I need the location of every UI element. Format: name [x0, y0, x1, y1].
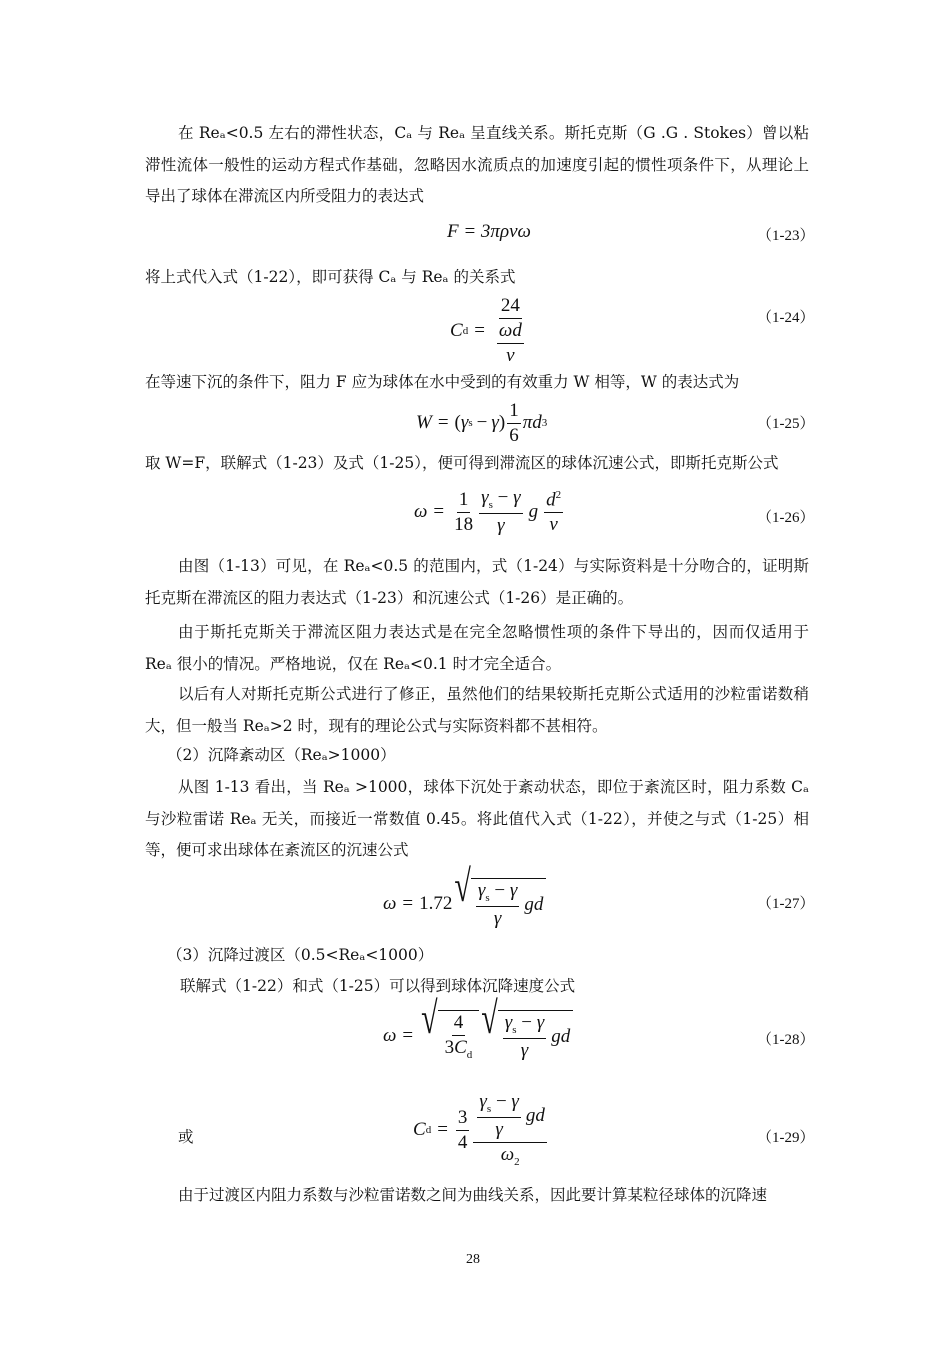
or-label: 或 — [178, 1128, 194, 1146]
equation-1-28: ω = √ $\frac{4}{3C_d}$ √ $\frac{\gamma_s - \gamma}{\gamma}$ gd — [383, 1010, 573, 1061]
equation-number-1-28: （1-28） — [757, 1032, 815, 1048]
equation-1-23-body: F = 3πρνω — [447, 221, 531, 242]
equation-1-27: ω = 1.72 √ $\frac{\gamma_s - \gamma}{\gamma}$ gd — [383, 878, 546, 929]
paragraph-5: 由图（1-13）可见，在 Reₐ<0.5 的范围内，式（1-24）与实际资料是十分吻合的，证明斯托克斯在滞流区的阻力表达式（1-23）和沉速公式（1-26）是正确的。 — [145, 557, 809, 607]
equation-1-25: W = ( γ s − γ ) $\frac{1}{6}$ πd 3 — [416, 400, 548, 446]
paragraph-7: 以后有人对斯托克斯公式进行了修正，虽然他们的结果较斯托克斯公式适用的沙粒雷诺数稍大，但一般当 Reₐ>2 时，现有的理论公式与实际资料都不甚相符。 — [145, 685, 809, 735]
paragraph-4: 取 W=F，联解式（1-23）及式（1-25），便可得到滞流区的球体沉速公式，即斯托克斯公式 — [145, 454, 779, 472]
paragraph-3: 在等速下沉的条件下，阻力 F 应为球体在水中受到的有效重力 W 相等，W 的表达式为 — [145, 373, 740, 391]
paragraph-8: 从图 1-13 看出，当 Reₐ >1000，球体下沉处于紊动状态，即位于紊流区时，阻力系数 Cₐ 与沙粒雷诺 Reₐ 无关，而接近一常数值 0.45。将此值代入式（1-22），并使之与式（1-25）相等，便可求出球体在紊流区的沉速公式 — [145, 778, 809, 859]
equation-number-1-23: （1-23） — [757, 228, 815, 244]
equation-number-1-25: （1-25） — [757, 416, 815, 432]
heading-turbulent-zone: （2）沉降紊动区（Reₐ>1000） — [167, 746, 396, 764]
equation-1-24: C d = $\frac{24}{\frac{\omega d}{\nu}}$ — [450, 295, 522, 366]
equation-number-1-29: （1-29） — [757, 1130, 815, 1146]
equation-1-27-coef: 1.72 — [419, 892, 453, 914]
paragraph-9: 联解式（1-22）和式（1-25）可以得到球体沉降速度公式 — [180, 977, 576, 995]
equation-1-23 — [447, 221, 531, 243]
equation-1-26: ω = $\frac{1}{18}$ $\frac{\gamma_s - \gamma}{\gamma}$ g $\frac{d^2}{\nu}$ — [414, 487, 562, 537]
equation-1-29: C d = $\frac{3}{4}$ $\frac{\gamma_s - \gamma}{\gamma}$ gd $\omega_2$ — [413, 1091, 545, 1169]
paragraph-1: 在 Reₐ<0.5 左右的滞性状态，Cₐ 与 Reₐ 呈直线关系。斯托克斯（G .G . Stokes）曾以粘滞性流体一般性的运动方程式作基础，忽略因水流质点的加速度引起的惯性项条件下，从理论上导出了球体在滞流区内所受阻力的表达式 — [145, 124, 809, 205]
page-number: 28 — [466, 1252, 480, 1267]
paragraph-10: 由于过渡区内阻力系数与沙粒雷诺数之间为曲线关系，因此要计算某粒径球体的沉降速 — [178, 1186, 768, 1204]
equation-number-1-24: （1-24） — [757, 310, 815, 326]
paragraph-2: 将上式代入式（1-22），即可获得 Cₐ 与 Reₐ 的关系式 — [145, 268, 516, 286]
heading-transition-zone: （3）沉降过渡区（0.5<Reₐ<1000） — [167, 946, 434, 964]
equation-number-1-27: （1-27） — [757, 896, 815, 912]
paragraph-6: 由于斯托克斯关于滞流区阻力表达式是在完全忽略惯性项的条件下导出的，因而仅适用于 Reₐ 很小的情况。严格地说，仅在 Reₐ<0.1 时才完全适合。 — [145, 623, 809, 673]
equation-number-1-26: （1-26） — [757, 510, 815, 526]
